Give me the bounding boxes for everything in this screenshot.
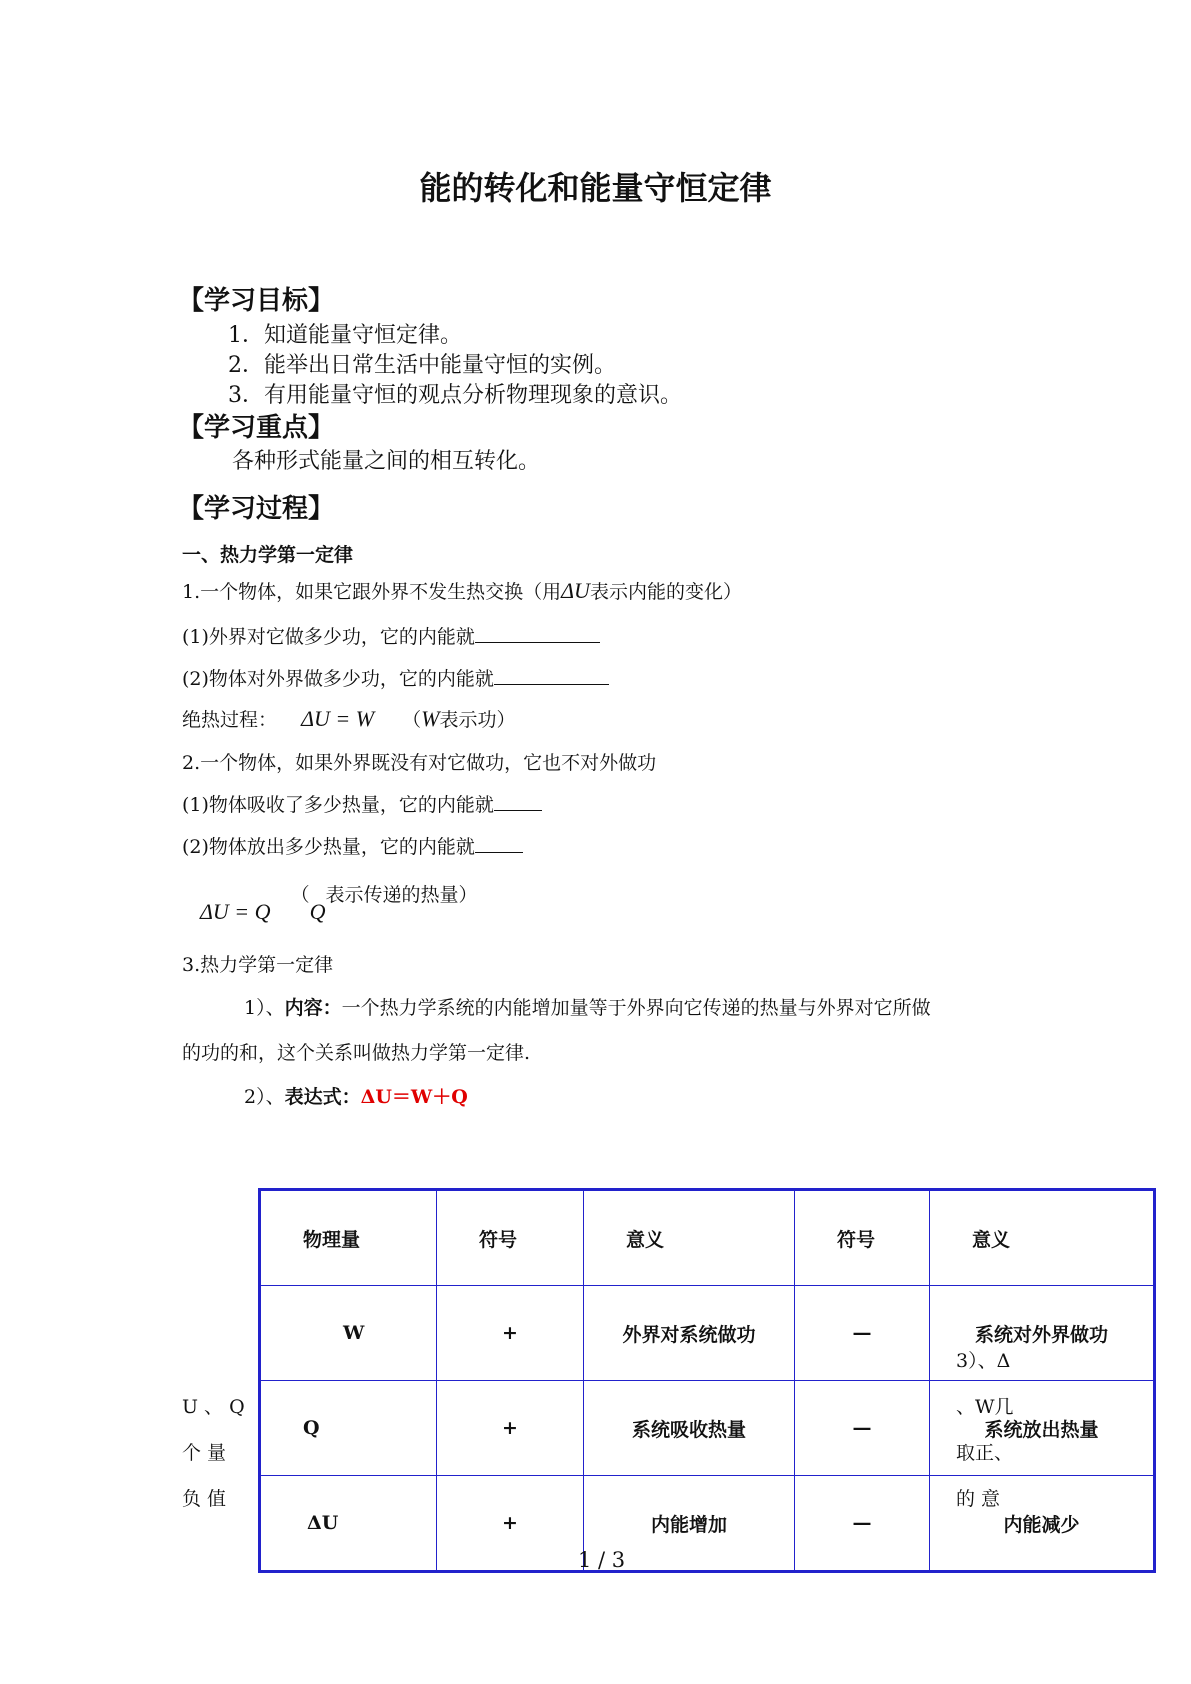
header-sign-positive: 符号 — [437, 1190, 584, 1286]
cell-sign-negative: — — [795, 1476, 930, 1572]
question-1a — [182, 622, 600, 649]
cell-meaning-positive: 系统吸收热量 — [584, 1381, 795, 1476]
table-row — [260, 1286, 1155, 1381]
objective-item-2: 2．能举出日常生活中能量守恒的实例。 — [228, 353, 616, 378]
objective-item-1: 1．知道能量守恒定律。 — [228, 323, 462, 348]
question-2a — [182, 790, 542, 817]
answer-blank-1b[interactable] — [494, 666, 609, 685]
cell-meaning-negative: 系统对外界做功 — [930, 1286, 1155, 1381]
question-1a-text: (1)外界对它做多少功，它的内能就 — [182, 626, 475, 648]
question-1b-text: (2)物体对外界做多少功，它的内能就 — [182, 668, 494, 690]
header-quantity: 物理量 — [260, 1190, 437, 1286]
answer-blank-2a[interactable] — [494, 792, 542, 811]
work-symbol: W — [421, 706, 440, 731]
cell-meaning-positive: 外界对系统做功 — [584, 1286, 795, 1381]
heat-note-open: （ — [290, 884, 310, 906]
adiabatic-line — [182, 705, 515, 732]
cell-sign-positive: + — [437, 1286, 584, 1381]
side-text-right-4: 的 意 — [956, 1488, 1001, 1510]
adiabatic-note-open: （ — [402, 709, 422, 731]
question-2b — [182, 832, 523, 859]
page-title: 能的转化和能量守恒定律 — [419, 169, 772, 207]
law-content-text-1: 一个热力学系统的内能增加量等于外界向它传递的热量与外界对它所做 — [341, 997, 931, 1019]
answer-blank-2b[interactable] — [475, 834, 523, 853]
table-row — [260, 1476, 1155, 1572]
cell-sign-positive: + — [437, 1476, 584, 1572]
cell-meaning-negative: 系统放出热量 — [930, 1381, 1155, 1476]
table-row — [260, 1381, 1155, 1476]
cell-sign-negative: — — [795, 1286, 930, 1381]
adiabatic-formula: ΔU = W — [301, 706, 375, 731]
heat-note-text: 表示传递的热量） — [325, 884, 478, 906]
focus-heading: 【学习重点】 — [178, 413, 335, 443]
section3-title: 3.热力学第一定律 — [182, 954, 334, 976]
side-text-right-1: 3）、Δ — [956, 1350, 1011, 1372]
question-1b — [182, 664, 609, 691]
law-expression-num: 2）、 — [244, 1086, 285, 1108]
law-expression — [244, 1082, 468, 1109]
law-content-num: 1）、 — [244, 997, 285, 1019]
law-content — [244, 993, 931, 1020]
focus-text: 各种形式能量之间的相互转化。 — [232, 449, 541, 474]
side-text-left-1: U 、 Q — [182, 1396, 245, 1418]
header-sign-negative: 符号 — [795, 1190, 930, 1286]
cell-meaning-negative: 内能减少 — [930, 1476, 1155, 1572]
process-heading: 【学习过程】 — [178, 494, 335, 524]
side-text-left-3: 负 值 — [182, 1488, 227, 1510]
question-1-pre: 1.一个物体，如果它跟外界不发生热交换（用 — [182, 581, 562, 603]
delta-u-symbol: ΔU — [561, 578, 590, 603]
law-expression-formula: ΔU＝W＋Q — [360, 1086, 468, 1108]
table-header-row — [260, 1190, 1155, 1286]
side-text-right-3: 取正、 — [956, 1442, 1014, 1464]
cell-quantity: W — [260, 1286, 437, 1381]
question-2a-text: (1)物体吸收了多少热量，它的内能就 — [182, 794, 494, 816]
law-content-label: 内容： — [284, 997, 342, 1019]
cell-quantity: Q — [260, 1381, 437, 1476]
adiabatic-note-text: 表示功） — [439, 709, 516, 731]
law-expression-label: 表达式： — [284, 1086, 361, 1108]
question-2: 2.一个物体，如果外界既没有对它做功，它也不对外做功 — [182, 752, 657, 774]
side-text-left-2: 个 量 — [182, 1442, 227, 1464]
adiabatic-label: 绝热过程： — [182, 709, 278, 731]
section1-title: 一、热力学第一定律 — [182, 544, 354, 566]
law-content-text-2: 的功的和，这个关系叫做热力学第一定律. — [182, 1042, 531, 1064]
sign-convention-table — [258, 1188, 1156, 1573]
cell-sign-positive: + — [437, 1381, 584, 1476]
question-2b-text: (2)物体放出多少热量，它的内能就 — [182, 836, 475, 858]
cell-quantity: ΔU — [260, 1476, 437, 1572]
side-text-right-2: 、W几 — [956, 1396, 1014, 1418]
page-number: 1 / 3 — [578, 1548, 626, 1572]
header-meaning-positive: 意义 — [584, 1190, 795, 1286]
objectives-heading: 【学习目标】 — [178, 286, 335, 316]
objective-item-3: 3．有用能量守恒的观点分析物理现象的意识。 — [228, 383, 682, 408]
header-meaning-negative: 意义 — [930, 1190, 1155, 1286]
cell-meaning-positive: 内能增加 — [584, 1476, 795, 1572]
question-1-post: 表示内能的变化） — [589, 581, 742, 603]
answer-blank-1a[interactable] — [475, 624, 600, 643]
heat-symbol: Q — [309, 899, 326, 924]
question-1 — [182, 577, 742, 604]
heat-line — [200, 880, 478, 924]
cell-sign-negative: — — [795, 1381, 930, 1476]
heat-formula: ΔU = Q — [200, 899, 271, 924]
